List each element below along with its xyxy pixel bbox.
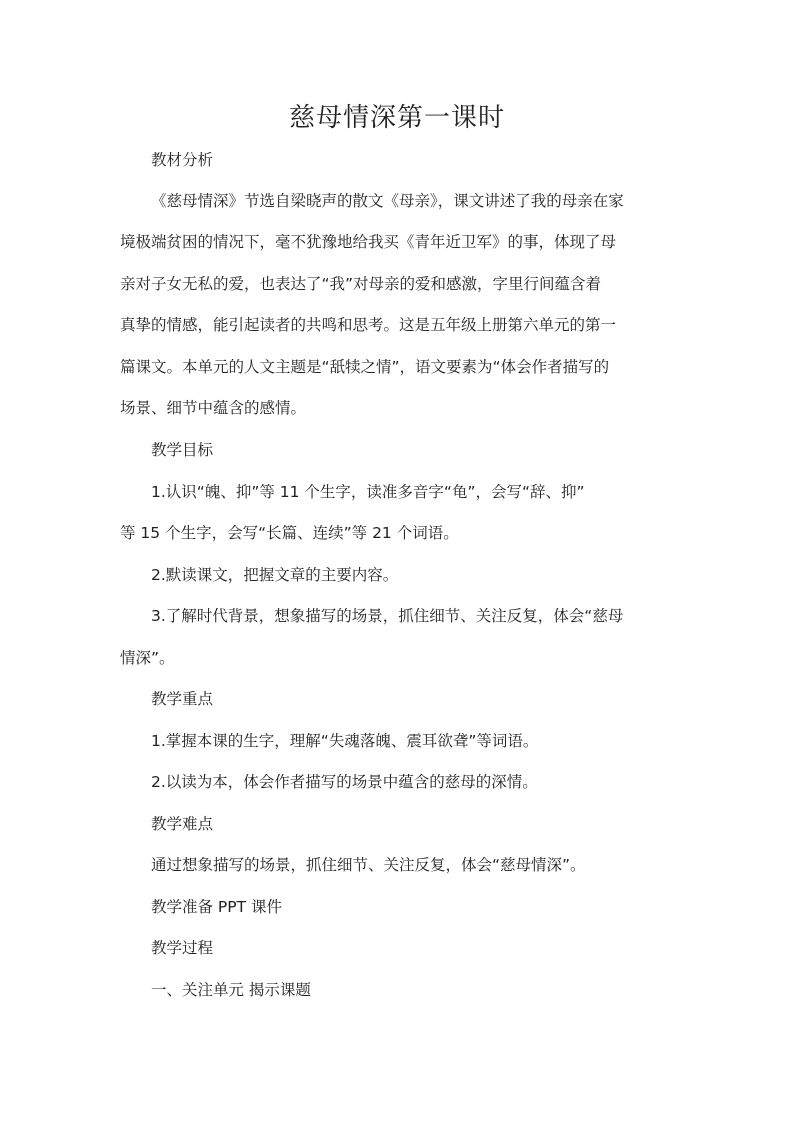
page-title: 慈母情深第一课时 xyxy=(288,103,505,133)
difficulty-heading: 教学难点 xyxy=(151,815,214,833)
goal-3-line-1: 3.了解时代背景，想象描写的场景，抓住细节、关注反复，体会“慈母 xyxy=(151,607,624,625)
key-point-2: 2.以读为本，体会作者描写的场景中蕴含的慈母的深情。 xyxy=(151,773,538,791)
goal-1-line-2: 等 15 个生字，会写“长篇、连续”等 21 个词语。 xyxy=(120,524,459,542)
goal-3-line-2: 情深”。 xyxy=(120,649,175,667)
analysis-line-6: 场景、细节中蕴含的感情。 xyxy=(120,399,307,417)
key-point-1: 1.掌握本课的生字，理解“失魂落魄、震耳欲聋”等词语。 xyxy=(151,732,539,750)
analysis-heading: 教材分析 xyxy=(151,151,214,169)
analysis-line-2: 境极端贫困的情况下，毫不犹豫地给我买《青年近卫军》的事，体现了母 xyxy=(120,233,617,251)
analysis-line-1: 《慈母情深》节选自梁晓声的散文《母亲》，课文讲述了我的母亲在家 xyxy=(151,192,624,210)
key-points-heading: 教学重点 xyxy=(151,690,214,708)
goals-heading: 教学目标 xyxy=(151,441,214,459)
goal-1-line-1: 1.认识“魄、抑”等 11 个生字，读准多音字“龟”，会写“辞、抑” xyxy=(151,483,585,501)
analysis-line-5: 篇课文。本单元的人文主题是“舐犊之情”，语文要素为“体会作者描写的 xyxy=(120,358,610,376)
preparation-line: 教学准备 PPT 课件 xyxy=(151,898,283,916)
process-step-1: 一、关注单元 揭示课题 xyxy=(151,981,311,999)
analysis-line-3: 亲对子女无私的爱，也表达了“我”对母亲的爱和感激，字里行间蕴含着 xyxy=(120,275,602,293)
process-heading: 教学过程 xyxy=(151,939,214,957)
goal-2: 2.默读课文，把握文章的主要内容。 xyxy=(151,566,399,584)
difficulty-text: 通过想象描写的场景，抓住细节、关注反复，体会“慈母情深”。 xyxy=(151,856,586,874)
analysis-line-4: 真挚的情感，能引起读者的共鸣和思考。这是五年级上册第六单元的第一 xyxy=(120,316,617,334)
